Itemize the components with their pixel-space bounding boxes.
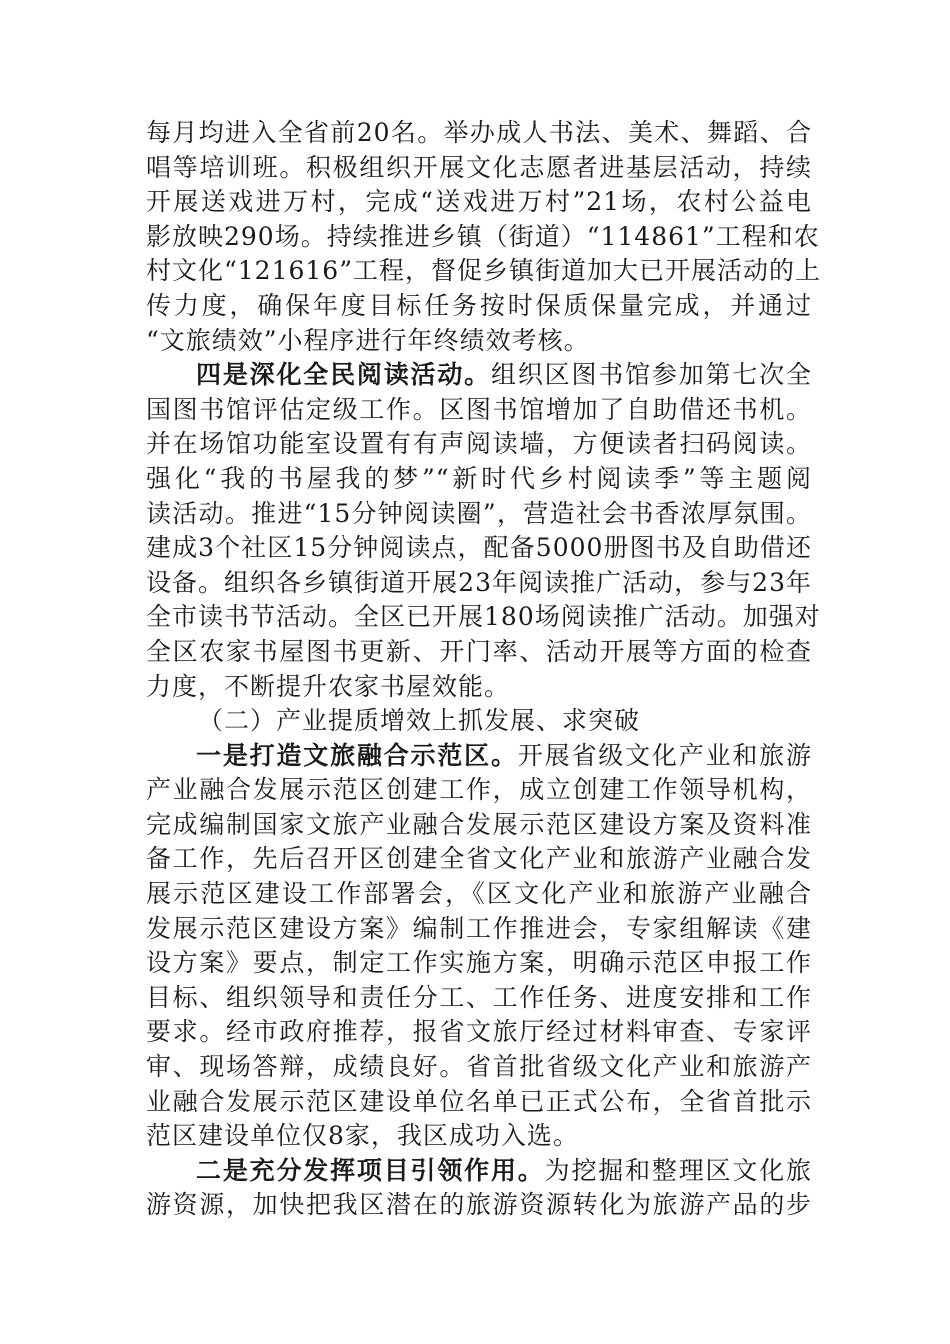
bold-lead: 二是充分发挥项目引领作用。 [196, 1155, 545, 1185]
text-line: 要求。经市政府推荐，报省文旅厅经过材料审查、专家评 [146, 1017, 812, 1047]
text-line: 备工作，先后召开区创建全省文化产业和旅游产业融合发 [146, 844, 812, 874]
text-line: 开展送戏进万村，完成“送戏进万村”21场，农村公益电 [146, 187, 812, 217]
text-line [146, 358, 812, 393]
text-line: 读活动。推进“15分钟阅读圈”，营造社会书香浓厚氛围。 [146, 498, 812, 528]
bold-lead: 一是打造文旅融合示范区。 [196, 740, 518, 770]
text-line: 影放映290场。持续推进乡镇（街道）“114861”工程和农 [146, 221, 820, 251]
paragraph-demo-zone [146, 739, 812, 1154]
text-line: 村文化“121616”工程，督促乡镇街道加大已开展活动的上 [146, 256, 821, 286]
lead-rest: 为挖掘和整理区文化旅 [544, 1155, 812, 1185]
text-line: 全市读书节活动。全区已开展180场阅读推广活动。加强对 [146, 602, 821, 632]
document-body [146, 116, 821, 1223]
text-line: 强化“我的书屋我的梦”“新时代乡村阅读季”等主题阅 [146, 463, 812, 493]
text-line: 目标、组织领导和责任分工、工作任务、进度安排和工作 [146, 982, 812, 1012]
paragraph-continuation [146, 116, 821, 358]
text-line [146, 1154, 812, 1189]
text-line: 设方案》要点，制定工作实施方案，明确示范区申报工作 [146, 948, 812, 978]
text-line: 展示范区建设工作部署会，《区文化产业和旅游产业融合 [146, 879, 812, 909]
text-line: 力度，不断提升农家书屋效能。 [146, 671, 511, 701]
text-line: 完成编制国家文旅产业融合发展示范区建设方案及资料准 [146, 809, 812, 839]
text-line: 唱等培训班。积极组织开展文化志愿者进基层活动，持续 [146, 152, 812, 182]
paragraph-reading-activities [146, 358, 821, 704]
text-line: “文旅绩效”小程序进行年终绩效考核。 [146, 325, 590, 355]
heading-text: （二）产业提质增效上抓发展、求突破 [198, 706, 641, 736]
text-line: 发展示范区建设方案》编制工作推进会，专家组解读《建 [146, 913, 812, 943]
text-line: 建成3个社区15分钟阅读点，配备5000册图书及自助借还 [146, 533, 812, 563]
bold-lead: 四是深化全民阅读活动。 [196, 360, 491, 390]
lead-rest: 组织区图书馆参加第七次全 [491, 360, 812, 390]
section-heading [146, 704, 812, 739]
text-line: 设备。组织各乡镇街道开展23年阅读推广活动，参与23年 [146, 567, 812, 597]
text-line [146, 739, 812, 774]
lead-rest: 开展省级文化产业和旅游 [517, 740, 812, 770]
paragraph-project-leadership [146, 1154, 812, 1223]
text-line: 传力度，确保年度目标任务按时保质保量完成，并通过 [146, 290, 812, 320]
text-line: 全区农家书屋图书更新、开门率、活动开展等方面的检查 [146, 636, 812, 666]
text-line: 并在场馆功能室设置有有声阅读墙，方便读者扫码阅读。 [146, 429, 812, 459]
text-line: 范区建设单位仅8家，我区成功入选。 [146, 1121, 579, 1151]
text-line: 产业融合发展示范区创建工作，成立创建工作领导机构， [146, 775, 812, 805]
text-line: 国图书馆评估定级工作。区图书馆增加了自助借还书机。 [146, 394, 812, 424]
text-line: 业融合发展示范区建设单位名单已正式公布，全省首批示 [146, 1086, 812, 1116]
text-line: 每月均进入全省前20名。举办成人书法、美术、舞蹈、合 [146, 118, 812, 147]
text-line: 游资源，加快把我区潜在的旅游资源转化为旅游产品的步 [146, 1190, 812, 1220]
text-line: 审、现场答辩，成绩良好。省首批省级文化产业和旅游产 [146, 1052, 812, 1082]
